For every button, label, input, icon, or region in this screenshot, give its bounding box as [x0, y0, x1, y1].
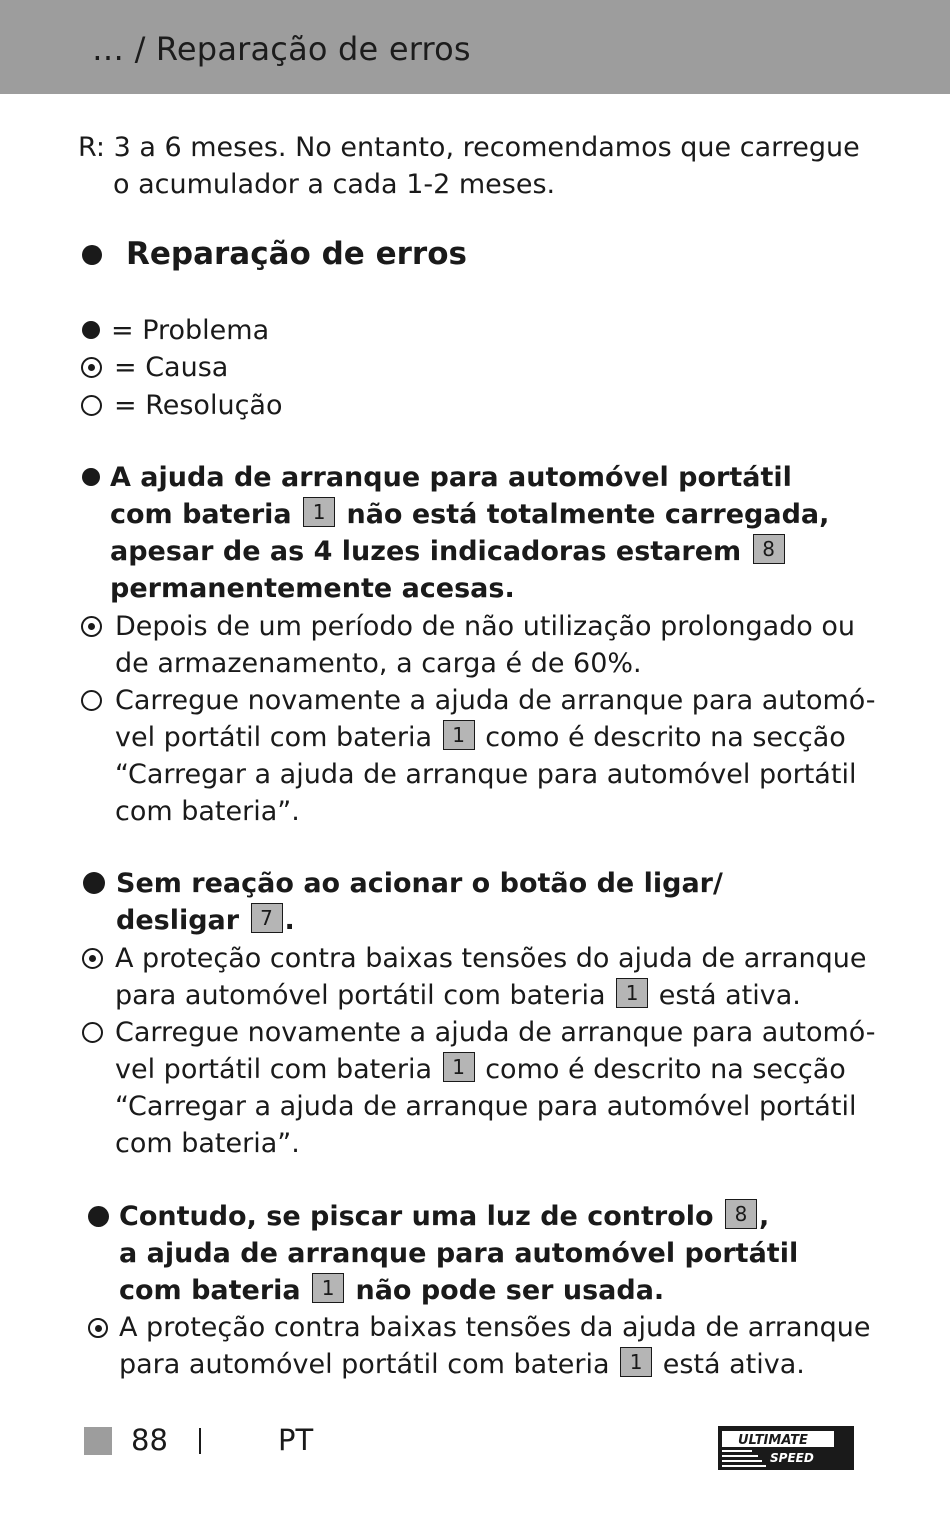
p1-cause-line-1: Depois de um período de não utilização prolongado ou	[115, 611, 856, 642]
legend-cause: = Causa	[114, 352, 229, 383]
p3-cause-line-1: A proteção contra baixas tensões da ajuda de arranque	[119, 1312, 871, 1343]
cause-circle-dot-icon	[88, 1318, 108, 1338]
p3-problem-text: com bateria	[119, 1275, 301, 1306]
p1-solution-line-4: com bateria”.	[115, 796, 300, 827]
ref-badge-1: 1	[312, 1273, 344, 1303]
p2-cause-line-1: A proteção contra baixas tensões do ajuda de arranque	[115, 943, 867, 974]
p3-problem-text: ,	[759, 1201, 770, 1232]
cause-circle-dot-icon	[81, 616, 102, 637]
p2-cause-line-2	[115, 977, 801, 1014]
p1-problem-text: apesar de as 4 luzes indicadoras estarem	[110, 536, 742, 567]
page-header	[0, 0, 950, 94]
p2-cause-text: para automóvel portátil com bateria	[115, 980, 606, 1011]
legend-problem: = Problema	[111, 315, 270, 346]
p3-problem-line-3	[119, 1272, 664, 1309]
logo-text-speed: SPEED	[770, 1451, 814, 1465]
problem-bullet-icon	[82, 321, 100, 339]
p2-problem-text: desligar	[116, 905, 240, 936]
problem-bullet-icon	[88, 1206, 109, 1227]
p2-problem-line-2	[116, 902, 295, 939]
ref-badge-7: 7	[251, 903, 283, 933]
page-title: … / Reparação de erros	[92, 30, 471, 68]
section-title: Reparação de erros	[126, 236, 467, 272]
page-number: 88	[131, 1423, 168, 1457]
p1-solution-line-2	[115, 719, 846, 756]
p1-solution-line-3: “Carregar a ajuda de arranque para automóvel portátil	[115, 759, 857, 790]
solution-circle-icon	[81, 690, 102, 711]
footer-divider	[199, 1428, 201, 1454]
intro-line-1: R: 3 a 6 meses. No entanto, recomendamos que carregue	[78, 132, 860, 163]
p2-solution-line-2	[115, 1051, 846, 1088]
ref-badge-8: 8	[753, 534, 785, 564]
section-bullet-icon	[82, 245, 102, 265]
ref-badge-1: 1	[303, 497, 335, 527]
cause-circle-dot-icon	[81, 357, 102, 378]
footer-marker	[84, 1427, 112, 1455]
ref-badge-1: 1	[616, 978, 648, 1008]
p1-problem-line-1: A ajuda de arranque para automóvel portátil	[110, 462, 792, 493]
solution-circle-icon	[81, 395, 102, 416]
p2-solution-text: vel portátil com bateria	[115, 1054, 433, 1085]
p2-problem-line-1: Sem reação ao acionar o botão de ligar/	[116, 868, 723, 899]
p1-problem-text: não está totalmente carregada,	[346, 499, 830, 530]
p3-problem-line-1	[119, 1198, 769, 1235]
p1-cause-line-2: de armazenamento, a carga é de 60%.	[115, 648, 642, 679]
p3-problem-line-2: a ajuda de arranque para automóvel portátil	[119, 1238, 799, 1269]
solution-circle-icon	[82, 1022, 103, 1043]
p1-solution-text: vel portátil com bateria	[115, 722, 433, 753]
legend-solution: = Resolução	[114, 390, 283, 421]
ref-badge-1: 1	[620, 1347, 652, 1377]
p3-problem-text: não pode ser usada.	[355, 1275, 665, 1306]
logo-text-ultimate: ULTIMATE	[738, 1433, 808, 1448]
p2-solution-text: como é descrito na secção	[485, 1054, 846, 1085]
ref-badge-8: 8	[725, 1199, 757, 1229]
p3-cause-text: para automóvel portátil com bateria	[119, 1349, 610, 1380]
logo-graphic	[718, 1426, 854, 1470]
p3-problem-text: Contudo, se piscar uma luz de controlo	[119, 1201, 714, 1232]
p1-problem-text: com bateria	[110, 499, 292, 530]
p1-solution-line-1: Carregue novamente a ajuda de arranque para automó-	[115, 685, 876, 716]
p3-cause-text: está ativa.	[662, 1349, 805, 1380]
cause-circle-dot-icon	[82, 948, 103, 969]
p1-solution-text: como é descrito na secção	[485, 722, 846, 753]
p2-problem-text: .	[284, 905, 295, 936]
p2-solution-line-4: com bateria”.	[115, 1128, 300, 1159]
intro-line-2: o acumulador a cada 1-2 meses.	[113, 169, 556, 200]
language-code: PT	[278, 1423, 314, 1457]
ref-badge-1: 1	[443, 1052, 475, 1082]
p2-solution-line-1: Carregue novamente a ajuda de arranque para automó-	[115, 1017, 876, 1048]
problem-bullet-icon	[83, 872, 105, 894]
p3-cause-line-2	[119, 1346, 805, 1383]
ref-badge-1: 1	[443, 720, 475, 750]
p2-cause-text: está ativa.	[658, 980, 801, 1011]
ultimate-speed-logo	[718, 1426, 854, 1470]
p1-problem-line-3	[110, 533, 787, 570]
p2-solution-line-3: “Carregar a ajuda de arranque para automóvel portátil	[115, 1091, 857, 1122]
p1-problem-line-4: permanentemente acesas.	[110, 573, 515, 604]
p1-problem-line-2	[110, 496, 829, 533]
problem-bullet-icon	[82, 468, 100, 486]
